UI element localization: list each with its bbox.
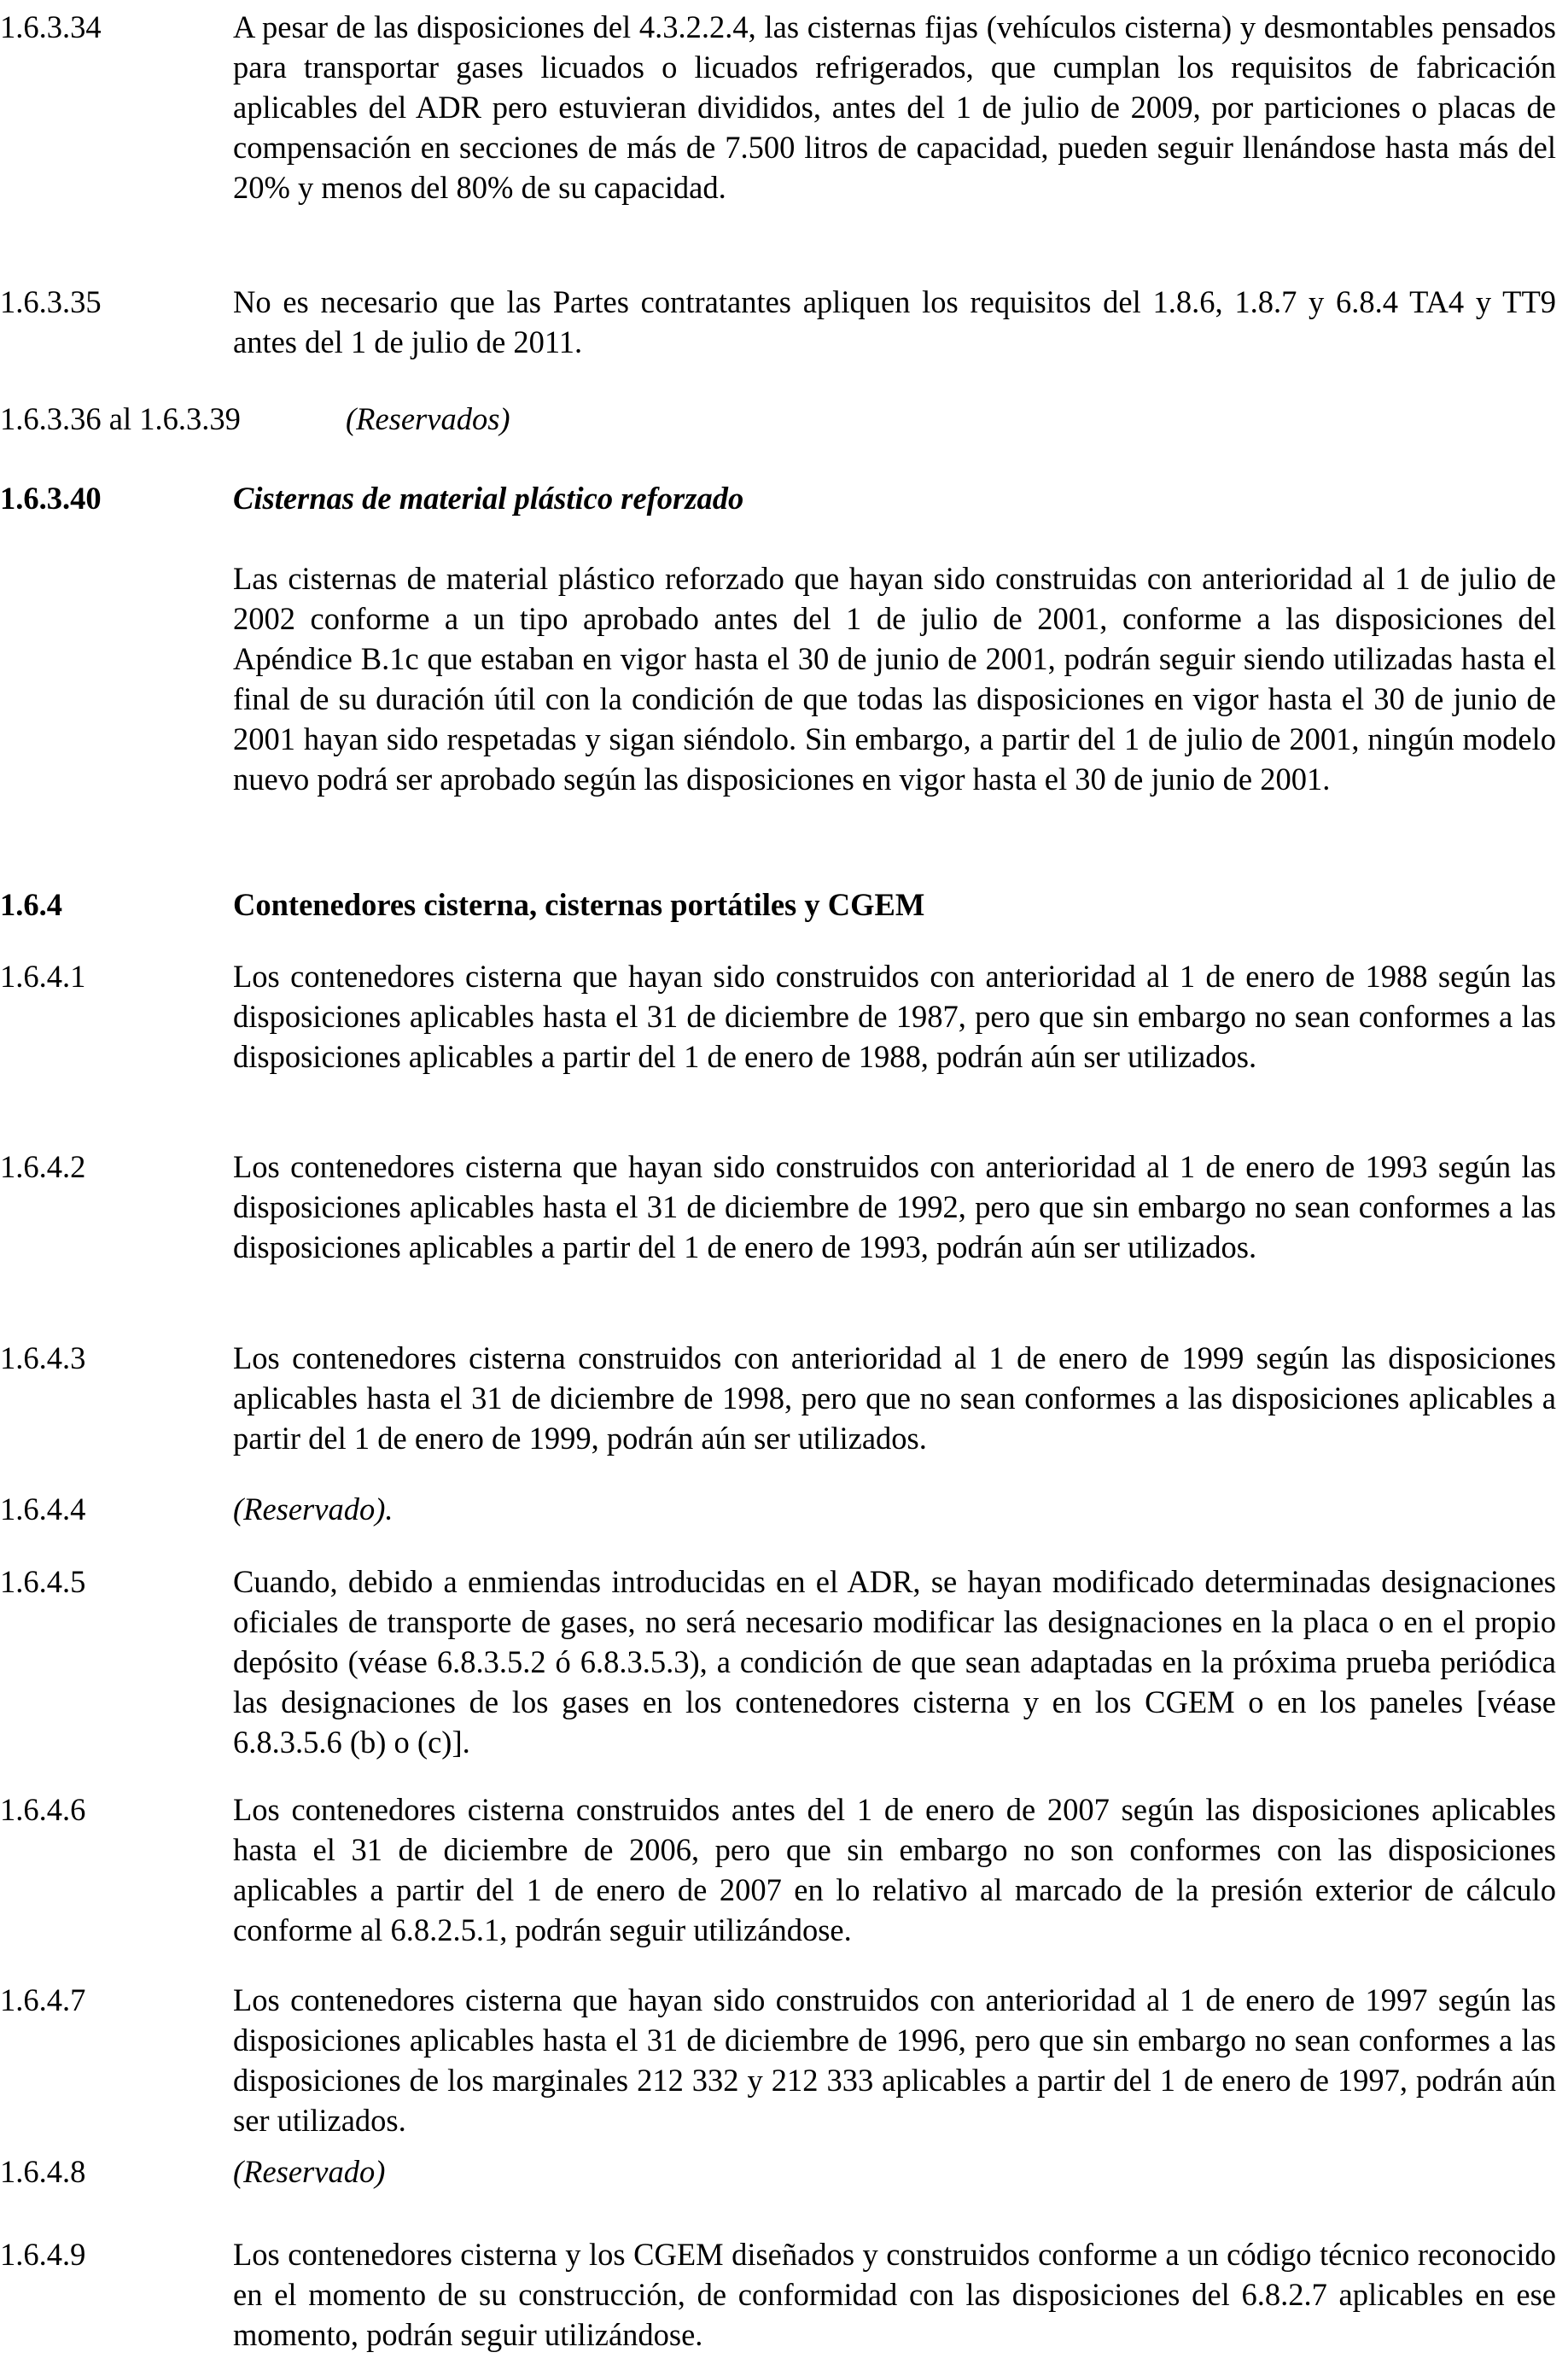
paragraph-text: Los contenedores cisterna y los CGEM diseñados y construidos conforme a un código técnico reconocido en el momento de su construcción, de conformidad con las disposiciones del 6.8.2.7 aplicables en ese momento, podrán seguir utilizándose. [233,2237,1556,2352]
paragraph-text: A pesar de las disposiciones del 4.3.2.2.4, las cisternas fijas (vehículos cisterna) y desmontables pensados para transportar gases licuados o licuados refrigerados, que cumplan los requisitos de fabricación aplicables del ADR pero estuvieran divididos, antes del 1 de julio de 2009, por particiones o placas de compensación en secciones de más de 7.500 litros de capacidad, pueden seguir llenándose hasta más del 20% y menos del 80% de su capacidad. [233,9,1556,205]
section-heading: Contenedores cisterna, cisternas portátiles y CGEM [233,887,925,922]
paragraph-number: 1.6.3.34 [0,9,102,44]
paragraph-number: 1.6.3.40 [0,481,102,516]
paragraph-number: 1.6.4.6 [0,1792,86,1827]
paragraph-text: Los contenedores cisterna construidos con anterioridad al 1 de enero de 1999 según las disposiciones aplicables hasta el 31 de diciembre de 1998, pero que no sean conformes a las disposiciones aplicables a partir del 1 de enero de 1999, podrán aún ser utilizados. [233,1340,1556,1456]
paragraph-number: 1.6.4.3 [0,1340,86,1375]
paragraph-text: (Reservado). [233,1491,393,1526]
paragraph-number: 1.6.4.4 [0,1491,86,1526]
paragraph-number: 1.6.4.7 [0,1982,86,2017]
paragraph-number: 1.6.3.36 al 1.6.3.39 [0,401,241,436]
paragraph-number: 1.6.4 [0,887,62,922]
paragraph-text: (Reservados) [346,401,510,436]
paragraph-number: 1.6.4.8 [0,2154,86,2189]
paragraph-text: Los contenedores cisterna construidos antes del 1 de enero de 2007 según las disposiciones aplicables hasta el 31 de diciembre de 2006, pero que sin embargo no son conformes con las disposiciones aplicables a partir del 1 de enero de 2007 en lo relativo al marcado de la presión exterior de cálculo conforme al 6.8.2.5.1, podrán seguir utilizándose. [233,1792,1556,1947]
paragraph-number: 1.6.4.5 [0,1564,86,1599]
paragraph-number: 1.6.4.1 [0,959,86,994]
paragraph-text: (Reservado) [233,2154,386,2189]
paragraph-number: 1.6.4.2 [0,1149,86,1184]
paragraph-number: 1.6.4.9 [0,2237,86,2272]
paragraph-text: No es necesario que las Partes contratantes apliquen los requisitos del 1.8.6, 1.8.7 y 6.8.4 TA4 y TT9 antes del 1 de julio de 2011. [233,284,1556,359]
paragraph-text: Las cisternas de material plástico reforzado que hayan sido construidas con anterioridad al 1 de julio de 2002 conforme a un tipo aprobado antes del 1 de julio de 2001, conforme a las disposiciones del Apéndice B.1c que estaban en vigor hasta el 30 de junio de 2001, podrán seguir siendo utilizadas hasta el final de su duración útil con la condición de que todas las disposiciones en vigor hasta el 30 de junio de 2001 hayan sido respetadas y sigan siéndolo. Sin embargo, a partir del 1 de julio de 2001, ningún modelo nuevo podrá ser aprobado según las disposiciones en vigor hasta el 30 de junio de 2001. [233,561,1556,797]
paragraph-text: Los contenedores cisterna que hayan sido construidos con anterioridad al 1 de enero de 1997 según las disposiciones aplicables hasta el 31 de diciembre de 1996, pero que sin embargo no sean conformes a las disposiciones de los marginales 212 332 y 212 333 aplicables a partir del 1 de enero de 1997, podrán aún ser utilizados. [233,1982,1556,2138]
paragraph-text: Cuando, debido a enmiendas introducidas en el ADR, se hayan modificado determinadas designaciones oficiales de transporte de gases, no será necesario modificar las designaciones en la placa o en el propio depósito (véase 6.8.3.5.2 ó 6.8.3.5.3), a condición de que sean adaptadas en la próxima prueba periódica las designaciones de los gases en los contenedores cisterna y en los CGEM o en los paneles [véase 6.8.3.5.6 (b) o (c)]. [233,1564,1556,1760]
paragraph-text: Los contenedores cisterna que hayan sido construidos con anterioridad al 1 de enero de 1993 según las disposiciones aplicables hasta el 31 de diciembre de 1992, pero que sin embargo no sean conformes a las disposiciones aplicables a partir del 1 de enero de 1993, podrán aún ser utilizados. [233,1149,1556,1264]
section-heading: Cisternas de material plástico reforzado [233,481,744,516]
paragraph-text: Los contenedores cisterna que hayan sido construidos con anterioridad al 1 de enero de 1988 según las disposiciones aplicables hasta el 31 de diciembre de 1987, pero que sin embargo no sean conformes a las disposiciones aplicables a partir del 1 de enero de 1988, podrán aún ser utilizados. [233,959,1556,1074]
paragraph-number: 1.6.3.35 [0,284,102,319]
